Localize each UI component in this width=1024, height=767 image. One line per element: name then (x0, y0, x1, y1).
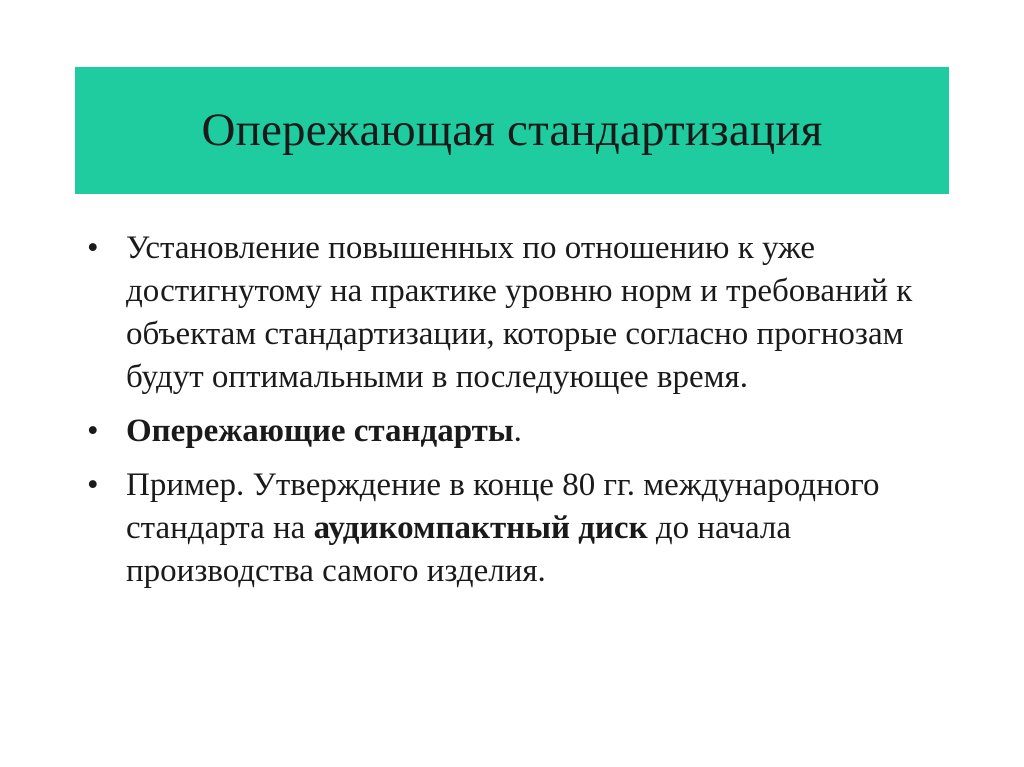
bullet-dot-icon: • (87, 413, 99, 449)
bullet-item-definition (87, 227, 947, 399)
bullet-item-term (87, 410, 947, 453)
slide-title: Опережающая стандартизация (201, 104, 823, 156)
title-banner (75, 67, 949, 194)
bullet-dot-icon: • (87, 230, 99, 266)
bullet-bold-text: Опережающие стандарты (126, 413, 514, 449)
bullet-trailing-text: до начала производства самого изделия. (126, 510, 792, 589)
bullet-trailing-text: . (513, 413, 522, 449)
bullet-item-example (87, 464, 947, 593)
bullet-dot-icon: • (87, 467, 99, 503)
bullet-leading-text: Пример. Утверждение в конце 80 гг. международного стандарта на (126, 467, 880, 546)
bullet-list (87, 227, 947, 604)
bullet-bold-text: аудикомпактный диск (313, 510, 648, 546)
bullet-text: Установление повышенных по отношению к уже достигнутому на практике уровню норм и требований к объектам стандартизации, которые согласно прогнозам будут оптимальными в последующее время. (126, 230, 913, 395)
